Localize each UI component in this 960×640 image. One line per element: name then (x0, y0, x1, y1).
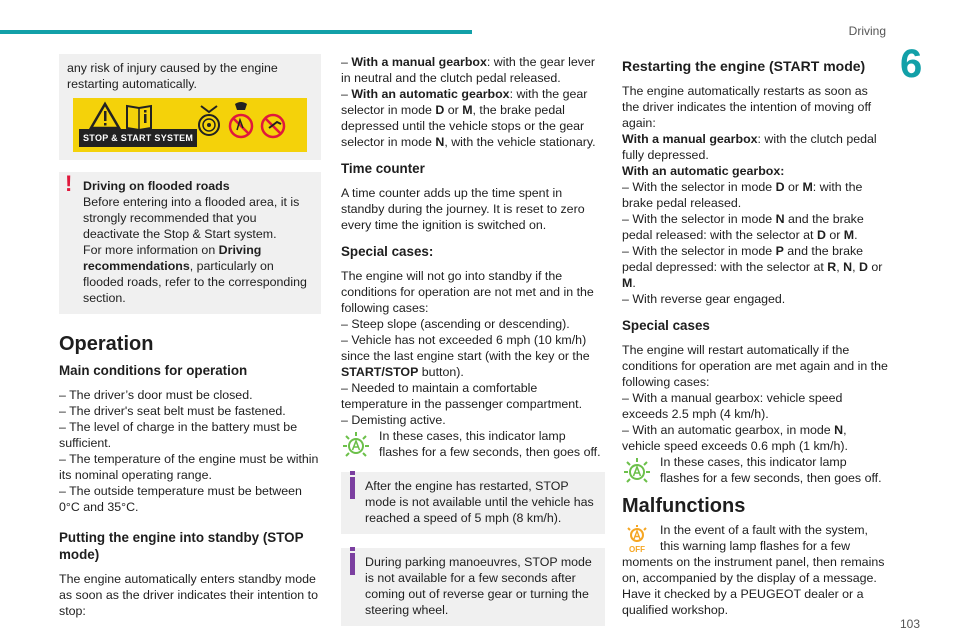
stop-start-system-label: STOP & START SYSTEM (79, 129, 197, 147)
eco-mode-off-lamp-icon (622, 524, 652, 554)
r3a: – With the selector in mode (622, 244, 776, 258)
no-hands-icon (230, 102, 252, 137)
list-item: – The level of charge in the battery must be sufficient. (59, 420, 298, 450)
column-3 (622, 54, 888, 618)
auto-text-3: , with the vehicle stationary. (444, 135, 596, 149)
r1e: : with the brake pedal released. (622, 180, 863, 210)
malfunction-note (622, 522, 888, 618)
special-l2-c: button). (418, 365, 464, 379)
info-icon (350, 547, 355, 551)
standby-text: The engine automatically enters standby mode as soon as the driver indicates their intention to stop: (59, 572, 318, 618)
time-counter-text: A time counter adds up the time spent in standby during the journey. It is reset to zero every time the ignition is switched on. (341, 186, 585, 232)
malfunctions-heading: Malfunctions (622, 495, 746, 517)
s2c: , vehicle speed exceeds 0.6 mph (1 km/h). (622, 423, 848, 453)
list-item (622, 211, 888, 243)
r3k: . (632, 276, 636, 290)
manual-gearbox-label: With a manual gearbox (351, 55, 487, 69)
list-item: – The temperature of the engine must be within its nominal operating range. (59, 452, 319, 482)
stop-start-banner (73, 98, 307, 152)
eco-mode-lamp-icon (622, 456, 652, 486)
auto-gearbox-stop (341, 86, 605, 150)
r2b: N (775, 212, 785, 226)
restart-intro: The engine automatically restarts as soon as the driver indicates the intention of moving off again: (622, 84, 872, 130)
r1a: – With the selector in mode (622, 180, 776, 194)
flooded-roads-warning (59, 172, 321, 314)
warning-text-2-bold: Driving recommendations (83, 243, 262, 273)
s2b: N (834, 423, 844, 437)
main-conditions-heading: Main conditions for operation (59, 363, 248, 378)
r3h: D (858, 260, 868, 274)
list-item: – Needed to maintain a comfortable temperature in the passenger compartment. (341, 381, 583, 411)
page-number: 103 (899, 617, 920, 631)
warning-triangle-icon (91, 104, 119, 128)
info-parking-text: During parking manoeuvres, STOP mode is not available for a few seconds after coming out of reverse gear or turning the steering wheel. (365, 555, 592, 617)
r2g: . (854, 228, 858, 242)
info-icon-bar (350, 553, 355, 575)
manual-gearbox-text: : with the clutch pedal fully depressed. (622, 132, 877, 162)
chapter-number: 6 (900, 42, 923, 86)
engine-fan-icon (199, 106, 219, 135)
info-restart-text: After the engine has restarted, STOP mode is not available until the vehicle has reached a speed of 5 mph (8 km/h). (365, 479, 594, 525)
list-item: – The driver's seat belt must be fastened. (59, 404, 286, 418)
manual-gearbox-text: : with the gear lever in neutral and the clutch pedal released. (341, 55, 596, 85)
running-title: Driving (848, 24, 886, 38)
mode-d: D (435, 103, 445, 117)
list-item: – Steep slope (ascending or descending). (341, 317, 570, 331)
special-l2-a: – Vehicle has not exceeded 6 mph (10 km/h) since the last engine start (with the key or the (341, 333, 590, 363)
mode-n: N (435, 135, 445, 149)
auto-text-2: , the brake pedal depressed until the vehicle stops or the gear selector in mode (341, 103, 585, 149)
column-2 (341, 54, 605, 626)
list-item: – The outside temperature must be between 0°C and 35°C. (59, 484, 302, 514)
or-text: or (444, 103, 463, 117)
special-cases-intro: The engine will restart automatically if the conditions for operation are met again and in the following cases: (622, 343, 888, 389)
manual-book-icon (127, 106, 151, 130)
dash: – (341, 55, 352, 69)
dash: – (341, 87, 352, 101)
lamp-note (341, 428, 605, 460)
list-item (622, 243, 888, 291)
special-cases-heading: Special cases (622, 318, 710, 333)
list-item: – The driver’s door must be closed. (59, 388, 253, 402)
malfunction-text: In the event of a fault with the system, this warning lamp flashes for a few moments on the instrument panel, then remains on, accompanied by the display of a message. (622, 523, 885, 585)
r2a: – With the selector in mode (622, 212, 776, 226)
warning-title: Driving on flooded roads (83, 179, 230, 193)
eco-mode-lamp-icon (341, 430, 371, 460)
r2d: D (816, 228, 826, 242)
operation-heading: Operation (59, 333, 154, 355)
warning-text-2 (83, 242, 313, 306)
header-accent-bar (0, 30, 472, 34)
r3d: R (827, 260, 837, 274)
intro-text: any risk of injury caused by the engine restarting automatically. (67, 61, 278, 91)
stop-start-warning-box (59, 54, 321, 160)
mode-m: M (462, 103, 473, 117)
info-icon (350, 471, 355, 475)
malfunction-text-2: Have it checked by a PEUGEOT dealer or a qualified workshop. (622, 587, 864, 617)
special-cases-intro: The engine will not go into standby if the conditions for operation are not met and in the following cases: (341, 269, 594, 315)
r3c: and the brake pedal depressed: with the selector at (622, 244, 864, 274)
r1d: M (802, 180, 813, 194)
warning-text-2-suffix: , particularly on flooded roads, refer to the corresponding section. (83, 259, 307, 305)
lamp-note (622, 454, 888, 486)
list-item (341, 332, 605, 380)
r3e: , (836, 260, 844, 274)
time-counter-heading: Time counter (341, 161, 425, 176)
main-conditions-list (59, 387, 321, 515)
list-item: – With a manual gearbox: vehicle speed exceeds 2.5 mph (4 km/h). (622, 391, 843, 421)
r2c: and the brake pedal released: with the selector at (622, 212, 864, 242)
standby-heading: Putting the engine into standby (STOP mode) (59, 530, 304, 562)
lamp-note-text: In these cases, this indicator lamp flashes for a few seconds, then goes off. (660, 455, 882, 485)
list-item (622, 179, 888, 211)
special-cases-heading: Special cases: (341, 244, 434, 259)
restart-manual (622, 131, 888, 163)
r3g: , (852, 260, 859, 274)
auto-gearbox-label: With an automatic gearbox (351, 87, 510, 101)
no-tools-icon (262, 115, 284, 137)
manual-gearbox-label: With a manual gearbox (622, 132, 758, 146)
r3f: N (843, 260, 853, 274)
off-label: OFF (629, 545, 645, 554)
r2f: M (843, 228, 855, 242)
r2e: or (825, 228, 844, 242)
r1b: D (775, 180, 785, 194)
auto-gearbox-label: With an automatic gearbox: (622, 164, 785, 178)
warning-exclamation-icon: ! (65, 171, 73, 196)
list-item: – Demisting active. (341, 413, 446, 427)
lamp-note-text: In these cases, this indicator lamp flashes for a few seconds, then goes off. (379, 429, 601, 459)
r3j: M (622, 276, 633, 290)
r3i: or (867, 260, 883, 274)
warning-text-2-prefix: For more information on (83, 243, 219, 257)
info-box-parking (341, 548, 605, 626)
info-icon-bar (350, 477, 355, 499)
r3b: P (775, 244, 784, 258)
restart-heading: Restarting the engine (START mode) (622, 58, 866, 74)
info-box-restart (341, 472, 605, 534)
column-1 (59, 54, 321, 619)
warning-text-1: Before entering into a flooded area, it is strongly recommended that you deactivate the Stop & Start system. (83, 195, 300, 241)
r1c: or (784, 180, 803, 194)
auto-text-1: : with the gear selector in mode (341, 87, 588, 117)
list-item (622, 422, 888, 454)
list-item: – With reverse gear engaged. (622, 292, 786, 306)
manual-gearbox-stop (341, 54, 605, 86)
s2a: – With an automatic gearbox, in mode (622, 423, 835, 437)
start-stop-button-label: START/STOP (341, 365, 419, 379)
